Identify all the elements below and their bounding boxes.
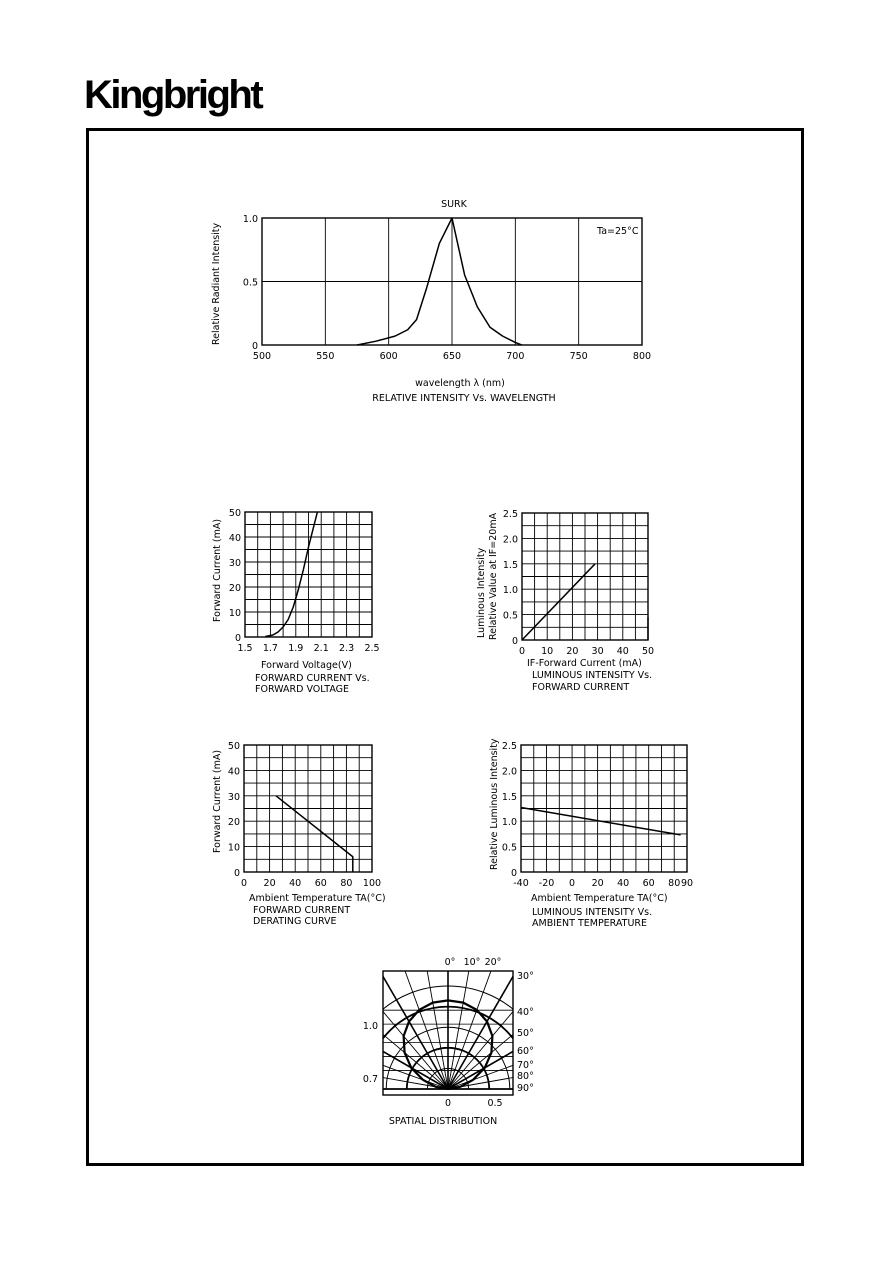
y-tick-label: 1.5 bbox=[501, 791, 517, 803]
x-axis-label: IF-Forward Current (mA) bbox=[527, 658, 642, 669]
chart-caption-line-2: FORWARD VOLTAGE bbox=[255, 684, 350, 695]
chart-caption-line-1: LUMINOUS INTENSITY Vs. bbox=[532, 907, 653, 918]
y-tick-label: 0.5 bbox=[242, 277, 258, 289]
angle-label: 10° bbox=[463, 957, 481, 968]
y-axis-label: Forward Current (mA) bbox=[212, 749, 223, 853]
angle-label: 40° bbox=[517, 1007, 534, 1018]
chart-caption-line-1: LUMINOUS INTENSITY Vs. bbox=[532, 670, 653, 681]
y-tick-label: 20 bbox=[227, 817, 240, 829]
x-tick-label: 2.1 bbox=[313, 643, 329, 654]
y-tick-label: 0 bbox=[251, 341, 258, 352]
y-axis-label: Relative Radiant Intensity bbox=[211, 222, 222, 345]
y-tick-label: 20 bbox=[228, 583, 241, 594]
chart-caption-line-2: AMBIENT TEMPERATURE bbox=[532, 918, 648, 929]
chart-caption: SPATIAL DISTRIBUTION bbox=[388, 1116, 498, 1127]
chart-0 bbox=[211, 199, 651, 404]
y-tick-label: 2.0 bbox=[501, 766, 517, 778]
x-axis-label: Forward Voltage(V) bbox=[261, 660, 352, 671]
chart-caption-line-2: DERATING CURVE bbox=[253, 916, 337, 927]
x-tick-label: 650 bbox=[442, 351, 462, 362]
x-tick-label: 30 bbox=[591, 646, 604, 657]
y-tick-label: 50 bbox=[227, 741, 240, 752]
angle-label: 0° bbox=[444, 957, 456, 968]
x-tick-label: -20 bbox=[538, 878, 555, 889]
x-tick-label: 0 bbox=[569, 878, 576, 889]
x-tick-label: 600 bbox=[379, 351, 398, 362]
angle-label: 90° bbox=[517, 1083, 534, 1094]
x-tick-label: 20 bbox=[263, 878, 276, 889]
x-tick-label: 60 bbox=[314, 878, 327, 889]
chart-caption-line-1: FORWARD CURRENT Vs. bbox=[255, 673, 370, 684]
x-tick-label: 90 bbox=[680, 878, 694, 889]
y-axis-label-line-1: Luminous Intensity bbox=[476, 547, 487, 638]
chart-3 bbox=[212, 741, 386, 927]
y-tick-label: 0 bbox=[510, 868, 517, 879]
y-tick-label: 50 bbox=[228, 508, 241, 519]
angle-label: 50° bbox=[517, 1028, 534, 1039]
y-tick-label: 0.5 bbox=[501, 842, 517, 854]
y-tick-label: 40 bbox=[227, 766, 240, 778]
x-tick-label: 2.5 bbox=[364, 643, 380, 654]
x-tick-label: 0 bbox=[240, 878, 248, 889]
x-tick-label: 800 bbox=[632, 351, 652, 362]
x-tick-label: 750 bbox=[569, 351, 588, 362]
x-tick-label: 1.9 bbox=[288, 643, 304, 654]
x-tick-label: -40 bbox=[513, 878, 529, 889]
chart-2 bbox=[476, 509, 654, 693]
y-tick-label: 0 bbox=[511, 636, 518, 647]
x-tick-label: 20 bbox=[591, 878, 604, 889]
angle-label: 30° bbox=[517, 971, 534, 982]
x-tick-label: 40 bbox=[617, 878, 630, 889]
y-axis-label: Forward Current (mA) bbox=[212, 518, 223, 622]
chart-caption-line-1: FORWARD CURRENT bbox=[253, 905, 351, 916]
chart-4 bbox=[489, 738, 693, 929]
x-tick-label: 50 bbox=[641, 646, 655, 657]
y-tick-label: 30 bbox=[228, 558, 241, 569]
x-tick-label: 700 bbox=[506, 351, 525, 362]
x-tick-label: 20 bbox=[566, 646, 579, 657]
y-tick-label: 10 bbox=[228, 608, 241, 619]
x-axis-label: Ambient Temperature TA(°C) bbox=[531, 893, 668, 904]
x-tick-label: 80 bbox=[668, 878, 681, 889]
chart-4-grid bbox=[521, 745, 687, 872]
x-tick-label: 1.5 bbox=[237, 643, 253, 654]
angle-label: 60° bbox=[517, 1046, 534, 1057]
y-tick-label: 30 bbox=[227, 791, 240, 803]
x-tick-label: 100 bbox=[362, 878, 382, 889]
chart-title: SURK bbox=[441, 199, 467, 210]
x-axis-label: wavelength λ (nm) bbox=[415, 378, 505, 389]
x-tick-label: 500 bbox=[252, 351, 272, 362]
y-tick-label: 2.0 bbox=[502, 534, 518, 546]
y-tick-label: 0 bbox=[234, 633, 241, 644]
angle-label: 20° bbox=[484, 957, 502, 968]
chart-5 bbox=[304, 945, 592, 1127]
chart-1-grid bbox=[245, 512, 372, 637]
y-tick-label: 1.0 bbox=[501, 817, 517, 829]
y-tick-label: 1.0 bbox=[242, 214, 258, 225]
x-tick-label: 40 bbox=[289, 878, 302, 889]
y-axis-label: Relative Luminous Intensity bbox=[489, 738, 500, 870]
x-tick-label: 60 bbox=[642, 878, 655, 889]
chart-caption: RELATIVE INTENSITY Vs. WAVELENGTH bbox=[372, 393, 556, 404]
x-axis-label: Ambient Temperature TA(°C) bbox=[249, 893, 386, 904]
y-tick-label: 1.0 bbox=[502, 585, 518, 597]
x-tick-label: 2.3 bbox=[339, 643, 355, 654]
temperature-annotation: Ta=25°C bbox=[597, 226, 639, 237]
x-tick-label: 1.7 bbox=[262, 643, 278, 654]
y-axis-label-line-2: Relative Value at IF=20mA bbox=[488, 512, 499, 640]
y-tick-label: 0 bbox=[233, 868, 240, 879]
chart-0-grid bbox=[262, 218, 642, 345]
brand-logo: Kingbright bbox=[84, 73, 262, 117]
y-tick-label: 40 bbox=[228, 533, 241, 544]
x-tick-label: 80 bbox=[340, 878, 353, 889]
bottom-label: 0 bbox=[444, 1098, 452, 1109]
y-tick-label: 10 bbox=[227, 842, 240, 854]
x-tick-label: 550 bbox=[316, 351, 335, 362]
radial-label: 1.0 bbox=[362, 1021, 378, 1032]
chart-3-grid bbox=[244, 745, 372, 872]
angle-label: 80° bbox=[517, 1071, 534, 1082]
y-tick-label: 2.5 bbox=[502, 509, 518, 520]
x-tick-label: 40 bbox=[616, 646, 629, 657]
chart-1 bbox=[212, 508, 380, 695]
y-tick-label: 2.5 bbox=[501, 741, 517, 752]
bottom-label: 0.5 bbox=[487, 1098, 503, 1109]
y-tick-label: 1.5 bbox=[502, 559, 518, 571]
radial-label: 0.7 bbox=[362, 1074, 378, 1085]
angle-label: 70° bbox=[517, 1060, 534, 1071]
chart-caption-line-2: FORWARD CURRENT bbox=[532, 682, 630, 693]
x-tick-label: 0 bbox=[518, 646, 526, 657]
x-tick-label: 10 bbox=[541, 646, 554, 657]
y-tick-label: 0.5 bbox=[502, 610, 518, 622]
